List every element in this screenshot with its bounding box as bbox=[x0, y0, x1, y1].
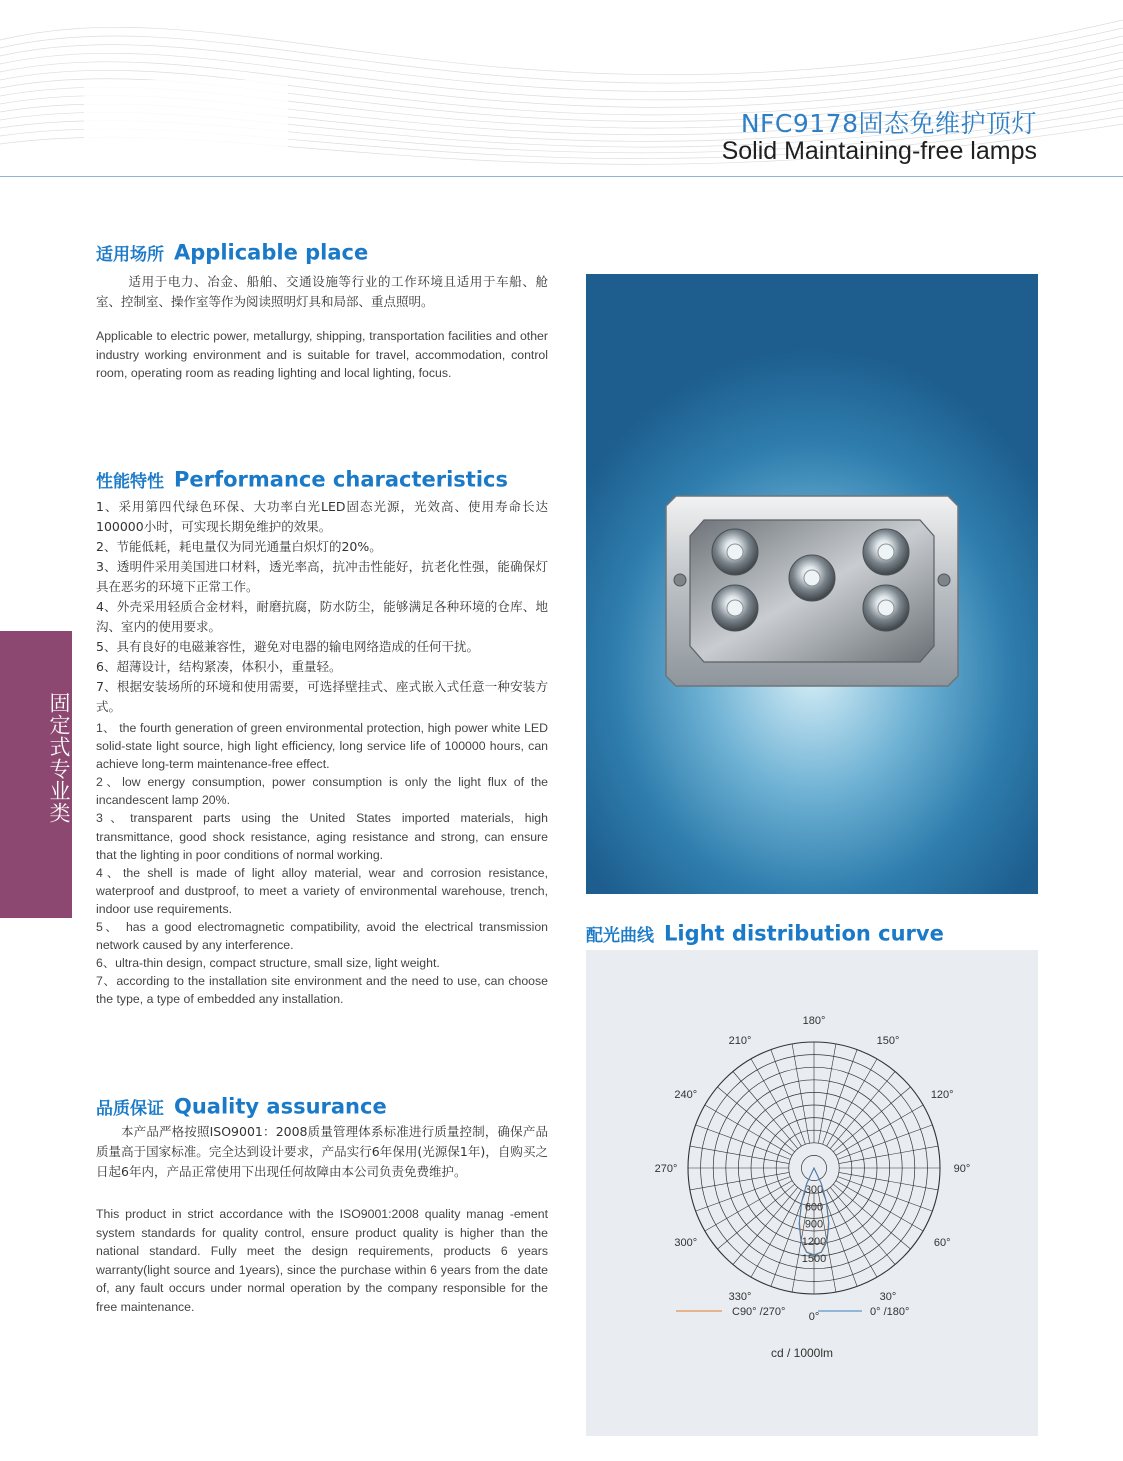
radial-tick-label: 1200 bbox=[801, 1235, 827, 1248]
lamp-illustration bbox=[586, 274, 1038, 894]
applicable-body-cn: 适用于电力、冶金、船舶、交通设施等行业的工作环境且适用于车船、舱室、控制室、操作室等作为阅读照明灯具和局部、重点照明。 bbox=[96, 274, 548, 309]
grid-spoke bbox=[839, 1172, 938, 1190]
legend-label: 0° /180° bbox=[870, 1306, 910, 1318]
radial-tick-label: 300 bbox=[804, 1184, 824, 1197]
grid-spoke bbox=[833, 1087, 910, 1152]
list-item: 4、外壳采用轻质合金材料，耐磨抗腐，防水防尘，能够满足各种环境的仓库、地沟、室内的使用要求。 bbox=[96, 599, 548, 634]
product-title-en: Solid Maintaining-free lamps bbox=[721, 137, 1037, 165]
angle-label: 210° bbox=[728, 1034, 752, 1047]
category-side-tab-label: 固定式专业类 bbox=[47, 692, 71, 824]
angle-label: 120° bbox=[930, 1089, 954, 1101]
list-item: 2、low energy consumption, power consumption is only the light flux of the incandescent lamp 20%. bbox=[96, 775, 548, 808]
grid-spoke bbox=[733, 1072, 798, 1149]
grid-spoke bbox=[838, 1125, 933, 1160]
quality-heading bbox=[96, 1094, 387, 1119]
grid-spoke bbox=[823, 1050, 858, 1145]
performance-heading-en: Performance characteristics bbox=[174, 467, 508, 492]
grid-spoke bbox=[827, 1059, 877, 1146]
grid-spoke bbox=[771, 1192, 806, 1287]
performance-list-cn bbox=[96, 497, 548, 717]
legend-label: C90° /270° bbox=[732, 1306, 786, 1318]
quality-heading-cn: 品质保证 bbox=[96, 1099, 164, 1119]
applicable-heading bbox=[96, 240, 368, 265]
grid-spoke bbox=[836, 1181, 923, 1231]
list-item: 7、根据安装场所的环境和使用需要，可选择壁挂式、座式嵌入式任意一种安装方式。 bbox=[96, 679, 548, 714]
grid-spoke bbox=[830, 1072, 895, 1149]
list-item: 3、透明件采用美国进口材料，透光率高，抗冲击性能好，抗老化性强，能确保灯具在恶劣的环境下正常工作。 bbox=[96, 559, 548, 594]
grid-spoke bbox=[839, 1146, 938, 1164]
performance-heading-cn: 性能特性 bbox=[96, 472, 164, 492]
grid-spoke bbox=[696, 1125, 791, 1160]
list-item: 4、the shell is made of light alloy material, wear and corrosion resistance, waterproof and dustproof, to meet a variety of environmental warehouse, trench, indoor use requirements. bbox=[96, 865, 548, 916]
list-item: 3、transparent parts using the United States imported materials, high transmittance, good shock resistance, aging resistance and strong, can ensure that the lighting in poor conditions of normal working. bbox=[96, 811, 548, 862]
applicable-heading-en: Applicable place bbox=[174, 240, 369, 265]
light-curve-heading bbox=[586, 921, 944, 946]
grid-spoke bbox=[827, 1190, 877, 1277]
grid-spoke bbox=[771, 1050, 806, 1145]
radial-tick-label: 900 bbox=[804, 1218, 824, 1231]
grid-spoke bbox=[751, 1190, 801, 1277]
quality-body-cn: 本产品严格按照ISO9001：2008质量管理体系标准进行质量控制，确保产品质量高于国家标准。完全达到设计要求，产品实行6年保用(光源保1年)，自购买之日起6年内，产品正常使用下出现任何故障由本公司负责免费维护。 bbox=[96, 1124, 548, 1179]
light-curve-heading-en: Light distribution curve bbox=[664, 921, 944, 946]
polar-chart-svg bbox=[586, 950, 1038, 1436]
list-item: 1、采用第四代绿色环保、大功率白光LED固态光源，光效高、使用寿命长达100000小时，可实现长期免维护的效果。 bbox=[96, 499, 548, 534]
radial-tick-label: 1500 bbox=[801, 1253, 827, 1265]
angle-label: 270° bbox=[654, 1163, 678, 1175]
light-curve-heading-cn: 配光曲线 bbox=[586, 926, 654, 946]
performance-list-en bbox=[96, 719, 548, 1009]
product-photo bbox=[586, 274, 1038, 894]
angle-label: 300° bbox=[674, 1237, 698, 1249]
header-banner bbox=[0, 0, 1123, 178]
angle-label: 240° bbox=[674, 1089, 698, 1101]
list-item: 6、超薄设计，结构紧凑，体积小，重量轻。 bbox=[96, 659, 342, 674]
list-item: 1、 the fourth generation of green environmental protection, high power white LED solid-state light source, high light efficiency, long service life of 100000 hours, can achieve long-term maintenance-free effect. bbox=[96, 721, 548, 772]
header-divider bbox=[0, 176, 1123, 177]
grid-spoke bbox=[833, 1184, 910, 1249]
list-item: 7、according to the installation site environment and the need to use, can choose the type, a type of embedded any installation. bbox=[96, 974, 548, 1007]
grid-spoke bbox=[690, 1172, 789, 1190]
grid-spoke bbox=[818, 1044, 836, 1143]
grid-spoke bbox=[838, 1177, 933, 1212]
grid-spoke bbox=[718, 1184, 795, 1249]
grid-spoke bbox=[733, 1187, 798, 1264]
grid-spoke bbox=[690, 1146, 789, 1164]
grid-spoke bbox=[823, 1192, 858, 1287]
quality-heading-en: Quality assurance bbox=[174, 1094, 387, 1119]
grid-spoke bbox=[830, 1187, 895, 1264]
grid-spoke bbox=[696, 1177, 791, 1212]
grid-spoke bbox=[751, 1059, 801, 1146]
angle-label: 330° bbox=[728, 1291, 752, 1304]
angle-label: 30° bbox=[879, 1291, 897, 1304]
angle-label: 180° bbox=[802, 1015, 826, 1027]
applicable-body-en: Applicable to electric power, metallurgy, shipping, transportation facilities and other industry working environment and is suitable for travel, accommodation, control room, operating room as reading lighting and local lighting, focus. bbox=[96, 329, 548, 381]
applicable-heading-cn: 适用场所 bbox=[96, 245, 164, 265]
angle-label: 150° bbox=[876, 1034, 900, 1047]
product-title-cn: NFC9178固态免维护顶灯 bbox=[740, 109, 1037, 138]
angle-label: 0° bbox=[808, 1311, 820, 1323]
grid-spoke bbox=[705, 1181, 792, 1231]
grid-spoke bbox=[718, 1087, 795, 1152]
list-item: 6、ultra-thin design, compact structure, small size, light weight. bbox=[96, 956, 440, 971]
grid-spoke bbox=[705, 1105, 792, 1155]
unit-label: cd / 1000lm bbox=[770, 1346, 834, 1360]
list-item: 5、具有良好的电磁兼容性，避免对电器的输电网络造成的任何干扰。 bbox=[96, 639, 479, 654]
radial-tick-label: 600 bbox=[804, 1201, 824, 1214]
angle-label: 60° bbox=[933, 1237, 951, 1249]
performance-heading bbox=[96, 467, 508, 492]
angle-label: 90° bbox=[953, 1163, 971, 1175]
grid-spoke bbox=[836, 1105, 923, 1155]
grid-spoke bbox=[792, 1044, 810, 1143]
list-item: 5、 has a good electromagnetic compatibility, avoid the electrical transmission network caused by any interference. bbox=[96, 920, 548, 953]
list-item: 2、节能低耗，耗电量仅为同光通量白炽灯的20%。 bbox=[96, 539, 382, 554]
light-distribution-chart bbox=[586, 950, 1038, 1436]
quality-body-en: This product in strict accordance with the ISO9001:2008 quality manag -ement system standards for quality control, ensure product quality is higher than the national standard. Fully meet the design requirements, products 6 years warranty(light source and 1years), since the purchase within 6 years from the date of, any fault occurs under normal operation by the company responsible for the free maintenance. bbox=[96, 1207, 548, 1314]
